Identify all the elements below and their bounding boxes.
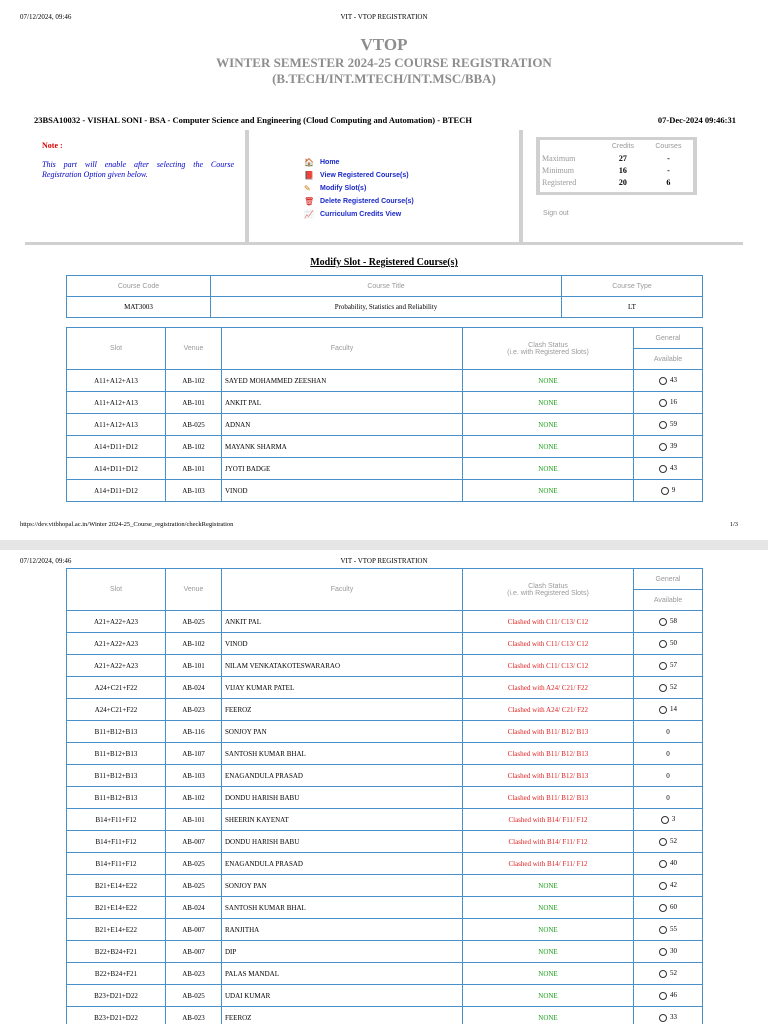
clash-status-cell: NONE [463,897,634,919]
course-table [66,275,703,318]
available-cell[interactable] [634,941,703,963]
table-row [67,897,703,919]
faculty-cell: SAYED MOHAMMED ZEESHAN [222,370,463,392]
slot-radio[interactable] [659,882,667,890]
general-header: General [634,328,703,349]
dashboard-panels [25,130,743,245]
venue-header: Venue [166,328,222,370]
slot-header-2: Slot [67,569,166,611]
slot-cell: B23+D21+D22 [67,1007,166,1024]
venue-cell: AB-102 [166,370,222,392]
slot-radio[interactable] [659,904,667,912]
slot-cell: A24+C21+F22 [67,677,166,699]
faculty-cell: DONDU HARISH BABU [222,787,463,809]
clash-status-header: Clash Status (i.e. with Registered Slots) [463,328,634,370]
available-count: 42 [670,881,677,890]
slot-cell: B11+B12+B13 [67,765,166,787]
brand-header [0,35,768,87]
available-header: Available [634,349,703,370]
table-row [67,875,703,897]
slot-cell: B14+F11+F12 [67,809,166,831]
venue-cell: AB-103 [166,480,222,502]
faculty-cell: SONJOY PAN [222,721,463,743]
slot-cell: A14+D11+D12 [67,458,166,480]
print-title-2: VIT - VTOP REGISTRATION [340,557,428,565]
venue-cell: AB-116 [166,721,222,743]
available-cell[interactable] [634,963,703,985]
available-cell[interactable] [634,436,703,458]
available-count: 9 [671,486,676,495]
table-row [67,721,703,743]
course-type-header: Course Type [562,276,703,297]
venue-cell: AB-025 [166,611,222,633]
print-datetime-2: 07/12/2024, 09:46 [20,557,72,565]
slot-radio[interactable] [659,618,667,626]
available-cell[interactable] [634,853,703,875]
available-count: 0 [666,749,670,758]
table-row [67,765,703,787]
page-separator [0,540,768,550]
slot-cell: B11+B12+B13 [67,743,166,765]
venue-cell: AB-102 [166,633,222,655]
venue-cell: AB-025 [166,985,222,1007]
section-title: Modify Slot - Registered Course(s) [310,257,458,268]
table-row [67,370,703,392]
venue-cell: AB-025 [166,853,222,875]
available-cell [634,743,703,765]
faculty-cell: ENAGANDULA PRASAD [222,853,463,875]
clash-status-cell: NONE [463,941,634,963]
slot-radio[interactable] [659,860,667,868]
menu-item-0[interactable] [304,156,414,169]
menu-item-label: Home [320,159,340,166]
slot-cell: A11+A12+A13 [67,414,166,436]
course-code-header: Course Code [67,276,211,297]
slot-cell: B21+E14+E22 [67,919,166,941]
faculty-cell: UDAI KUMAR [222,985,463,1007]
user-info-bar [34,115,736,125]
available-cell[interactable] [634,699,703,721]
slot-radio[interactable] [661,487,669,495]
clash-status-cell: NONE [463,458,634,480]
footer-url: https://dev.vitbhopal.ac.in/Winter 2024-25_Course_registration/checkRegistration [20,521,234,528]
faculty-cell: SANTOSH KUMAR BHAL [222,897,463,919]
available-cell [634,787,703,809]
slot-radio[interactable] [659,443,667,451]
slot-radio[interactable] [659,684,667,692]
available-count: 43 [670,464,677,473]
venue-header-2: Venue [166,569,222,611]
slot-radio[interactable] [659,1014,667,1022]
credits-header: Credits [611,142,634,150]
table-row [67,941,703,963]
available-count: 58 [670,617,677,626]
table-row [67,436,703,458]
venue-cell: AB-024 [166,897,222,919]
clash-status-cell: Clashed with B11/ B12/ B13 [463,765,634,787]
faculty-cell: NILAM VENKATAKOTESWARARAO [222,655,463,677]
slot-cell: B22+B24+F21 [67,963,166,985]
slot-cell: A11+A12+A13 [67,370,166,392]
available-count: 57 [670,661,677,670]
clash-status-header-2: Clash Status (i.e. with Registered Slots) [463,569,634,611]
slot-header: Slot [67,328,166,370]
faculty-cell: VINOD [222,633,463,655]
venue-cell: AB-023 [166,963,222,985]
clash-status-cell: Clashed with B11/ B12/ B13 [463,743,634,765]
edit-icon: ✎ [304,184,311,193]
venue-cell: AB-102 [166,787,222,809]
book-icon: 📕 [304,171,314,180]
course-code: MAT3003 [67,297,211,318]
faculty-cell: FEEROZ [222,699,463,721]
slot-radio[interactable] [659,838,667,846]
note-message: This part will enable after selecting the Course Registration Option given below. [42,160,234,179]
slot-cell: B11+B12+B13 [67,787,166,809]
home-icon: 🏠 [304,158,314,167]
slot-radio[interactable] [659,421,667,429]
venue-cell: AB-023 [166,699,222,721]
menu-item-label: Modify Slot(s) [320,185,367,192]
available-cell[interactable] [634,831,703,853]
slot-cell: A14+D11+D12 [67,480,166,502]
venue-cell: AB-102 [166,436,222,458]
faculty-cell: ENAGANDULA PRASAD [222,765,463,787]
faculty-cell: SANTOSH KUMAR BHAL [222,743,463,765]
slot-radio[interactable] [659,970,667,978]
faculty-cell: PALAS MANDAL [222,963,463,985]
venue-cell: AB-101 [166,392,222,414]
slot-cell: A21+A22+A23 [67,655,166,677]
table-row [67,985,703,1007]
available-cell[interactable] [634,480,703,502]
available-cell [634,721,703,743]
slot-cell: A21+A22+A23 [67,611,166,633]
slot-radio[interactable] [659,706,667,714]
available-cell[interactable] [634,611,703,633]
credits-panel [523,130,743,242]
course-title-header: Course Title [211,276,562,297]
slot-cell: A14+D11+D12 [67,436,166,458]
slot-cell: B11+B12+B13 [67,721,166,743]
clash-status-cell: Clashed with C11/ C13/ C12 [463,633,634,655]
print-page-2 [0,550,768,1024]
clash-status-cell: Clashed with B14/ F11/ F12 [463,853,634,875]
table-row [67,919,703,941]
print-datetime: 07/12/2024, 09:46 [20,13,72,21]
clash-status-cell: NONE [463,370,634,392]
venue-cell: AB-024 [166,677,222,699]
available-count: 39 [670,442,677,451]
course-title: Probability, Statistics and Reliability [211,297,562,318]
venue-cell: AB-101 [166,655,222,677]
faculty-header: Faculty [222,328,463,370]
faculty-header-2: Faculty [222,569,463,611]
faculty-cell: MAYANK SHARMA [222,436,463,458]
menu-item-2[interactable] [304,182,414,195]
slot-cell: A24+C21+F22 [67,699,166,721]
clash-status-cell: NONE [463,963,634,985]
venue-cell: AB-007 [166,941,222,963]
available-cell[interactable] [634,809,703,831]
menu-panel [249,130,519,242]
available-count: 43 [670,376,677,385]
slot-radio[interactable] [659,399,667,407]
menu-item-1[interactable] [304,169,414,182]
table-row [67,1007,703,1024]
available-cell[interactable] [634,655,703,677]
available-cell[interactable] [634,392,703,414]
venue-cell: AB-025 [166,414,222,436]
available-count: 46 [670,991,677,1000]
slot-radio[interactable] [659,377,667,385]
note-label: Note : [42,141,63,150]
table-row [67,480,703,502]
faculty-cell: SONJOY PAN [222,875,463,897]
menu-item-label: Curriculum Credits View [320,211,402,218]
available-cell[interactable] [634,1007,703,1024]
menu-item-4[interactable] [304,208,414,221]
table-row [67,831,703,853]
user-info: 23BSA10032 - VISHAL SONI - BSA - Computer Science and Engineering (Cloud Computing and Automation) - BTECH [34,115,472,125]
available-cell[interactable] [634,897,703,919]
slot-radio[interactable] [659,992,667,1000]
clash-status-cell: NONE [463,919,634,941]
table-row [67,677,703,699]
available-count: 59 [670,420,677,429]
faculty-cell: DIP [222,941,463,963]
table-row [67,743,703,765]
available-count: 0 [666,793,670,802]
courses-header: Courses [655,142,682,150]
clash-status-cell: Clashed with A24/ C21/ F22 [463,677,634,699]
available-count: 0 [666,771,670,780]
credits-row-maximum: Maximum 27 - [542,153,670,163]
print-footer [20,521,738,528]
available-cell[interactable] [634,875,703,897]
available-count: 55 [670,925,677,934]
clash-status-cell: Clashed with A24/ C21/ F22 [463,699,634,721]
clash-status-cell: NONE [463,392,634,414]
available-count: 52 [670,683,677,692]
available-count: 50 [670,639,677,648]
slot-radio[interactable] [659,640,667,648]
clash-status-cell: NONE [463,480,634,502]
venue-cell: AB-101 [166,458,222,480]
clash-status-cell: NONE [463,985,634,1007]
available-count: 40 [670,859,677,868]
slot-cell: B14+F11+F12 [67,831,166,853]
available-count: 52 [670,837,677,846]
credits-box [536,137,697,195]
footer-page: 1/3 [729,521,738,528]
clash-status-cell: Clashed with C11/ C13/ C12 [463,655,634,677]
available-cell[interactable] [634,414,703,436]
clash-status-cell: Clashed with B11/ B12/ B13 [463,787,634,809]
slot-cell: B21+E14+E22 [67,875,166,897]
venue-cell: AB-007 [166,919,222,941]
chart-icon: 📈 [304,210,314,219]
available-count: 30 [670,947,677,956]
venue-cell: AB-103 [166,765,222,787]
table-row [67,853,703,875]
table-row [67,699,703,721]
user-timestamp: 07-Dec-2024 09:46:31 [657,115,736,125]
table-row [67,611,703,633]
available-count: 14 [670,705,677,714]
faculty-cell: VINOD [222,480,463,502]
slot-cell: B14+F11+F12 [67,853,166,875]
table-row [67,655,703,677]
faculty-cell: ADNAN [222,414,463,436]
slot-radio[interactable] [659,926,667,934]
available-cell[interactable] [634,677,703,699]
venue-cell: AB-023 [166,1007,222,1024]
menu-item-label: View Registered Course(s) [320,172,409,179]
brand-line-1: WINTER SEMESTER 2024-25 COURSE REGISTRATION [216,55,552,70]
faculty-cell: DONDU HARISH BABU [222,831,463,853]
slot-cell: A11+A12+A13 [67,392,166,414]
slot-table-page-1 [66,327,703,502]
brand-line-2: (B.TECH/INT.MTECH/INT.MSC/BBA) [272,71,496,86]
nav-menu [304,156,414,221]
clash-status-cell: Clashed with B14/ F11/ F12 [463,809,634,831]
faculty-cell: VIJAY KUMAR PATEL [222,677,463,699]
clash-status-cell: NONE [463,436,634,458]
table-row [67,787,703,809]
table-row [67,392,703,414]
available-cell[interactable] [634,458,703,480]
table-row [67,414,703,436]
note-panel [25,130,245,242]
available-count: 52 [670,969,677,978]
clash-status-cell: Clashed with B11/ B12/ B13 [463,721,634,743]
table-row [67,633,703,655]
table-row [67,458,703,480]
general-header-2: General [634,569,703,590]
course-type: LT [562,297,703,318]
venue-cell: AB-101 [166,809,222,831]
available-cell[interactable] [634,370,703,392]
slot-radio[interactable] [661,816,669,824]
available-count: 60 [670,903,677,912]
faculty-cell: SHEERIN KAYENAT [222,809,463,831]
clash-status-cell: NONE [463,1007,634,1024]
venue-cell: AB-025 [166,875,222,897]
table-row [67,809,703,831]
trash-icon: 🗑 [304,197,315,206]
faculty-cell: JYOTI BADGE [222,458,463,480]
slot-radio[interactable] [659,465,667,473]
menu-item-label: Delete Registered Course(s) [320,198,414,205]
faculty-cell: FEEROZ [222,1007,463,1024]
faculty-cell: ANKIT PAL [222,392,463,414]
faculty-cell: RANJITHA [222,919,463,941]
slot-cell: B21+E14+E22 [67,897,166,919]
clash-status-cell: NONE [463,414,634,436]
sign-out-link[interactable]: Sign out [543,210,569,217]
brand-name: VTOP [360,35,408,54]
clash-status-cell: Clashed with C11/ C13/ C12 [463,611,634,633]
credits-table [540,140,693,188]
slot-radio[interactable] [659,948,667,956]
slot-table-page-2 [66,568,703,1024]
faculty-cell: ANKIT PAL [222,611,463,633]
table-row [67,963,703,985]
venue-cell: AB-007 [166,831,222,853]
print-title: VIT - VTOP REGISTRATION [340,13,428,21]
available-cell[interactable] [634,985,703,1007]
menu-item-3[interactable] [304,195,414,208]
credits-row-minimum: Minimum 16 - [542,165,670,175]
slot-cell: A21+A22+A23 [67,633,166,655]
available-cell[interactable] [634,919,703,941]
available-count: 16 [670,398,677,407]
slot-radio[interactable] [659,662,667,670]
available-cell [634,765,703,787]
slot-cell: B23+D21+D22 [67,985,166,1007]
credits-row-registered: Registered 20 6 [542,177,671,187]
available-count: 33 [670,1013,677,1022]
available-cell[interactable] [634,633,703,655]
available-header-2: Available [634,590,703,611]
slot-cell: B22+B24+F21 [67,941,166,963]
available-count: 3 [671,815,676,824]
clash-status-cell: Clashed with B14/ F11/ F12 [463,831,634,853]
venue-cell: AB-107 [166,743,222,765]
clash-status-cell: NONE [463,875,634,897]
available-count: 0 [666,727,670,736]
